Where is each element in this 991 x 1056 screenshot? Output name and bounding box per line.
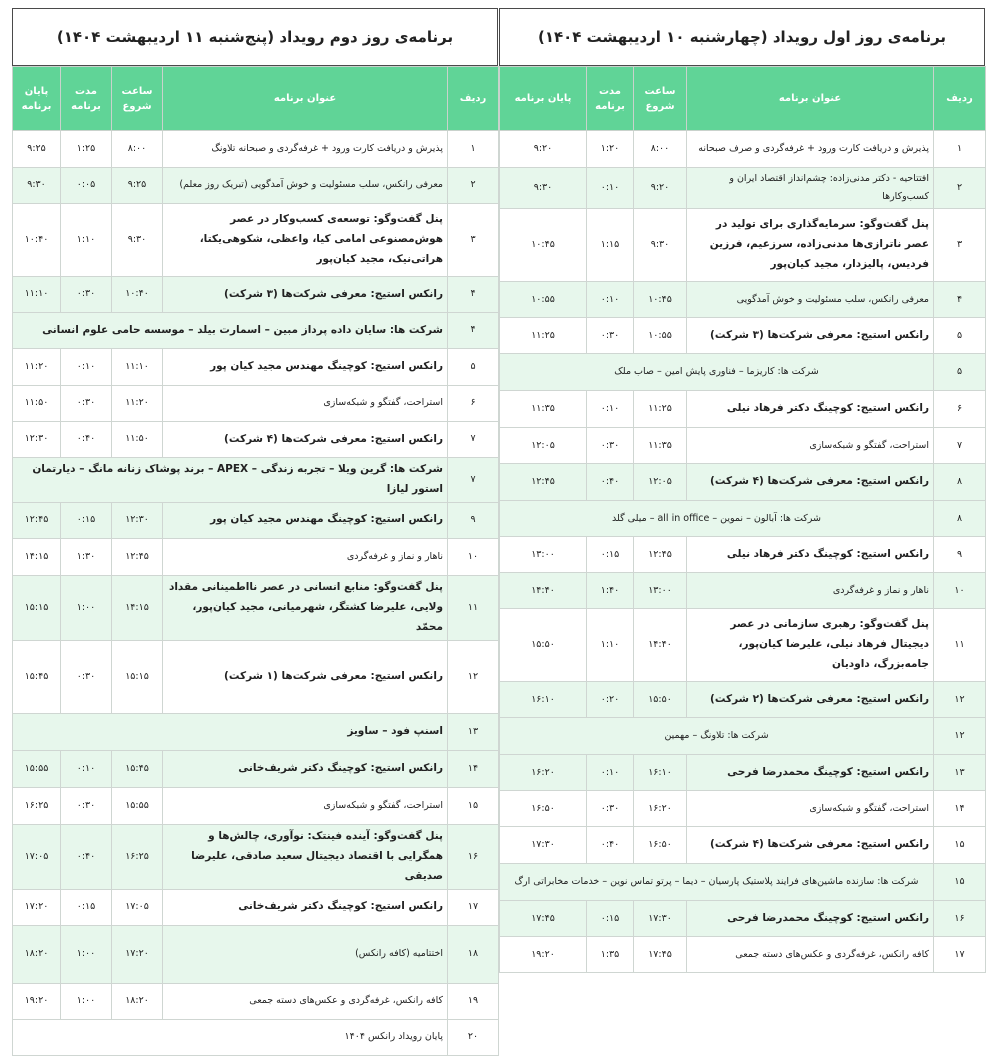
cell-title: رانکس استیج: معرفی شرکت‌ها (۳ شرکت) bbox=[163, 277, 448, 313]
cell-end-time: ۱۶:۱۰ bbox=[500, 682, 587, 718]
cell-end-time: ۱۴:۴۰ bbox=[500, 573, 587, 609]
cell-title: رانکس استیج: کوچینگ مهندس مجید کیان پور bbox=[163, 502, 448, 538]
cell-start-time: ۸:۰۰ bbox=[112, 131, 163, 168]
cell-start-time: ۱۱:۵۰ bbox=[112, 422, 163, 458]
cell-row-no: ۳ bbox=[448, 204, 499, 277]
col-header-end: پایان برنامه bbox=[500, 67, 587, 131]
cell-duration: ۰:۱۵ bbox=[61, 889, 112, 925]
cell-end-time: ۹:۳۰ bbox=[13, 168, 61, 204]
day2-table bbox=[12, 66, 499, 1056]
col-header-start: ساعت شروع bbox=[634, 67, 687, 131]
cell-end-time: ۱۸:۲۰ bbox=[13, 925, 61, 983]
cell-row-no: ۱۱ bbox=[934, 609, 986, 682]
cell-end-time: ۱۰:۵۵ bbox=[500, 282, 587, 318]
cell-start-time: ۱۶:۱۰ bbox=[634, 755, 687, 791]
cell-title: شرکت ها: آبالون – نموین – all in office – میلی گلد bbox=[500, 501, 934, 537]
cell-title: پذیرش و دریافت کارت ورود + غرفه‌گردی و صرف صبحانه bbox=[687, 131, 934, 168]
cell-row-no: ۹ bbox=[448, 502, 499, 538]
table-row bbox=[13, 889, 499, 925]
cell-end-time: ۱۶:۲۰ bbox=[500, 755, 587, 791]
cell-title: رانکس استیج: کوچینگ محمدرضا فرحی bbox=[687, 901, 934, 937]
cell-duration: ۰:۴۰ bbox=[61, 422, 112, 458]
table-row bbox=[500, 318, 986, 354]
day1-table bbox=[499, 66, 986, 973]
cell-title: پایان رویداد رانکس ۱۴۰۴ bbox=[13, 1019, 448, 1055]
cell-title: رانکس استیج: معرفی شرکت‌ها (۴ شرکت) bbox=[687, 827, 934, 864]
cell-duration: ۱:۲۰ bbox=[587, 131, 634, 168]
table-row bbox=[500, 131, 986, 168]
cell-end-time: ۱۲:۴۵ bbox=[13, 502, 61, 538]
table-row bbox=[500, 354, 986, 391]
table-row bbox=[500, 791, 986, 827]
cell-title: پنل گفت‌وگو: سرمایه‌گذاری برای تولید در عصر ناترازی‌ها مدنی‌زاده، سرزعیم، فرزین فردیس، پالیزدار، مجید کیان‌پور bbox=[687, 209, 934, 282]
cell-duration: ۰:۱۵ bbox=[587, 537, 634, 573]
table-row bbox=[13, 1019, 499, 1055]
cell-duration: ۰:۳۰ bbox=[61, 277, 112, 313]
cell-end-time: ۱۲:۰۵ bbox=[500, 428, 587, 464]
cell-start-time: ۱۵:۴۵ bbox=[112, 750, 163, 787]
cell-duration: ۰:۱۰ bbox=[587, 755, 634, 791]
cell-end-time: ۱۵:۴۵ bbox=[13, 640, 61, 713]
cell-end-time: ۱۶:۲۵ bbox=[13, 787, 61, 824]
cell-duration: ۰:۳۰ bbox=[587, 318, 634, 354]
cell-duration: ۱:۳۵ bbox=[587, 937, 634, 973]
cell-duration: ۱:۱۵ bbox=[587, 209, 634, 282]
cell-row-no: ۱۰ bbox=[934, 573, 986, 609]
cell-end-time: ۱۲:۴۵ bbox=[500, 464, 587, 501]
cell-row-no: ۱۲ bbox=[934, 718, 986, 755]
cell-start-time: ۱۶:۲۵ bbox=[112, 824, 163, 889]
cell-duration: ۰:۱۰ bbox=[587, 282, 634, 318]
cell-title: شرکت ها: تلاونگ – مهمین bbox=[500, 718, 934, 755]
cell-duration: ۰:۱۰ bbox=[587, 391, 634, 428]
cell-row-no: ۷ bbox=[448, 458, 499, 503]
cell-duration: ۰:۳۰ bbox=[587, 428, 634, 464]
cell-row-no: ۷ bbox=[934, 428, 986, 464]
cell-title: استراحت، گفتگو و شبکه‌سازی bbox=[163, 386, 448, 422]
cell-duration: ۰:۴۰ bbox=[61, 824, 112, 889]
cell-duration: ۱:۳۰ bbox=[61, 538, 112, 575]
cell-duration: ۰:۴۰ bbox=[587, 827, 634, 864]
cell-title: رانکس استیج: معرفی شرکت‌ها (۴ شرکت) bbox=[163, 422, 448, 458]
table-row bbox=[500, 901, 986, 937]
cell-start-time: ۱۲:۰۵ bbox=[634, 464, 687, 501]
cell-start-time: ۱۲:۴۵ bbox=[634, 537, 687, 573]
cell-duration: ۱:۰۰ bbox=[61, 983, 112, 1019]
cell-row-no: ۱۳ bbox=[934, 755, 986, 791]
cell-start-time: ۱۸:۲۰ bbox=[112, 983, 163, 1019]
cell-end-time: ۱۰:۴۰ bbox=[13, 204, 61, 277]
table-row bbox=[13, 386, 499, 422]
cell-start-time: ۱۳:۰۰ bbox=[634, 573, 687, 609]
cell-duration: ۰:۲۰ bbox=[587, 682, 634, 718]
table-row bbox=[13, 787, 499, 824]
cell-title: کافه رانکس، غرفه‌گردی و عکس‌های دسته جمعی bbox=[163, 983, 448, 1019]
col-header-duration: مدت برنامه bbox=[61, 67, 112, 131]
cell-start-time: ۱۶:۵۰ bbox=[634, 827, 687, 864]
day1-header-row bbox=[500, 67, 986, 131]
day2-schedule bbox=[12, 8, 498, 1042]
cell-start-time: ۸:۰۰ bbox=[634, 131, 687, 168]
cell-row-no: ۱۷ bbox=[448, 889, 499, 925]
cell-duration: ۱:۰۰ bbox=[61, 925, 112, 983]
cell-start-time: ۱۴:۱۵ bbox=[112, 575, 163, 640]
day1-schedule bbox=[499, 8, 985, 1020]
table-row bbox=[500, 209, 986, 282]
cell-title: رانکس استیج: کوچینگ دکتر شریف‌خانی bbox=[163, 750, 448, 787]
cell-end-time: ۱۴:۱۵ bbox=[13, 538, 61, 575]
cell-row-no: ۱ bbox=[448, 131, 499, 168]
cell-title: پنل گفت‌وگو: منابع انسانی در عصر نااطمینانی مقداد ولایی، علیرضا کشتگر، شهرمیانی، مجید کیان‌پور، محمّد bbox=[163, 575, 448, 640]
cell-start-time: ۱۲:۴۵ bbox=[112, 538, 163, 575]
cell-duration: ۰:۱۰ bbox=[61, 349, 112, 386]
cell-row-no: ۲۰ bbox=[448, 1019, 499, 1055]
cell-row-no: ۷ bbox=[448, 422, 499, 458]
cell-duration: ۱:۲۵ bbox=[61, 131, 112, 168]
cell-title: پذیرش و دریافت کارت ورود + غرفه‌گردی و صبحانه تلاونگ bbox=[163, 131, 448, 168]
cell-duration: ۱:۱۰ bbox=[61, 204, 112, 277]
cell-title: شرکت ها: سایان داده پرداز مبین – اسمارت بیلد – موسسه حامی علوم انسانی bbox=[13, 313, 448, 349]
table-row bbox=[13, 983, 499, 1019]
cell-row-no: ۲ bbox=[934, 168, 986, 209]
table-row bbox=[500, 682, 986, 718]
col-header-start: ساعت شروع bbox=[112, 67, 163, 131]
col-header-title: عنوان برنامه bbox=[687, 67, 934, 131]
cell-duration: ۰:۱۰ bbox=[587, 168, 634, 209]
cell-end-time: ۱۱:۲۰ bbox=[13, 349, 61, 386]
cell-row-no: ۳ bbox=[934, 209, 986, 282]
cell-row-no: ۱۳ bbox=[448, 713, 499, 750]
col-header-title: عنوان برنامه bbox=[163, 67, 448, 131]
cell-duration: ۰:۴۰ bbox=[587, 464, 634, 501]
cell-start-time: ۹:۲۰ bbox=[634, 168, 687, 209]
cell-title: ناهار و نماز و غرفه‌گردی bbox=[163, 538, 448, 575]
col-header-row-no: ردیف bbox=[934, 67, 986, 131]
cell-start-time: ۱۶:۲۰ bbox=[634, 791, 687, 827]
table-row bbox=[500, 282, 986, 318]
cell-end-time: ۱۷:۴۵ bbox=[500, 901, 587, 937]
cell-row-no: ۱۲ bbox=[934, 682, 986, 718]
cell-row-no: ۵ bbox=[448, 349, 499, 386]
table-row bbox=[13, 168, 499, 204]
table-row bbox=[13, 925, 499, 983]
cell-start-time: ۱۷:۳۰ bbox=[634, 901, 687, 937]
cell-duration: ۰:۱۰ bbox=[61, 750, 112, 787]
cell-title: رانکس استیج: کوچینگ مهندس مجید کیان پور bbox=[163, 349, 448, 386]
cell-start-time: ۱۰:۴۰ bbox=[112, 277, 163, 313]
cell-end-time: ۱۹:۲۰ bbox=[13, 983, 61, 1019]
table-row bbox=[500, 609, 986, 682]
cell-start-time: ۱۵:۵۵ bbox=[112, 787, 163, 824]
cell-start-time: ۱۰:۴۵ bbox=[634, 282, 687, 318]
cell-row-no: ۴ bbox=[934, 282, 986, 318]
cell-end-time: ۹:۳۰ bbox=[500, 168, 587, 209]
cell-end-time: ۱۱:۲۵ bbox=[500, 318, 587, 354]
cell-title: پنل گفت‌وگو: توسعه‌ی کسب‌وکار در عصر هوش‌مصنوعی امامی کیا، واعظی، شکوهی‌یکتا، هراتی‌نیک، مجید کیان‌پور bbox=[163, 204, 448, 277]
cell-start-time: ۱۱:۲۰ bbox=[112, 386, 163, 422]
cell-title: شرکت ها: گرین ویلا – تجربه زندگی – APEX – برند پوشاک زنانه مانگ – دیارتمان استور لیازا bbox=[13, 458, 448, 503]
cell-title: رانکس استیج: معرفی شرکت‌ها (۳ شرکت) bbox=[687, 318, 934, 354]
col-header-duration: مدت برنامه bbox=[587, 67, 634, 131]
cell-end-time: ۱۶:۵۰ bbox=[500, 791, 587, 827]
cell-row-no: ۴ bbox=[448, 313, 499, 349]
cell-title: پنل گفت‌وگو: آینده فینتک: نوآوری، چالش‌ها و همگرایی با اقتصاد دیجیتال سعید صادقی، علیرضا صدیقی bbox=[163, 824, 448, 889]
table-row bbox=[13, 538, 499, 575]
table-row bbox=[13, 313, 499, 349]
cell-row-no: ۵ bbox=[934, 354, 986, 391]
cell-row-no: ۴ bbox=[448, 277, 499, 313]
table-row bbox=[500, 464, 986, 501]
cell-duration: ۰:۳۰ bbox=[61, 787, 112, 824]
table-row bbox=[13, 713, 499, 750]
cell-row-no: ۱۲ bbox=[448, 640, 499, 713]
cell-title: استراحت، گفتگو و شبکه‌سازی bbox=[687, 791, 934, 827]
cell-start-time: ۱۱:۲۵ bbox=[634, 391, 687, 428]
day1-title: برنامه‌ی روز اول رویداد (چهارشنبه ۱۰ اردیبهشت ۱۴۰۴) bbox=[499, 8, 985, 66]
table-row bbox=[13, 640, 499, 713]
table-row bbox=[13, 575, 499, 640]
cell-title: رانکس استیج: معرفی شرکت‌ها (۱ شرکت) bbox=[163, 640, 448, 713]
cell-end-time: ۹:۲۵ bbox=[13, 131, 61, 168]
cell-title: معرفی رانکس، سلب مسئولیت و خوش آمدگویی (تبریک روز معلم) bbox=[163, 168, 448, 204]
cell-title: رانکس استیج: معرفی شرکت‌ها (۲ شرکت) bbox=[687, 682, 934, 718]
cell-start-time: ۱۰:۵۵ bbox=[634, 318, 687, 354]
cell-start-time: ۱۴:۴۰ bbox=[634, 609, 687, 682]
day2-header-row bbox=[13, 67, 499, 131]
cell-title: رانکس استیج: کوچینگ محمدرضا فرحی bbox=[687, 755, 934, 791]
cell-title: افتتاحیه - دکتر مدنی‌زاده: چشم‌انداز اقتصاد ایران و کسب‌وکارها bbox=[687, 168, 934, 209]
table-row bbox=[13, 502, 499, 538]
table-row bbox=[13, 750, 499, 787]
cell-row-no: ۹ bbox=[934, 537, 986, 573]
cell-row-no: ۱۹ bbox=[448, 983, 499, 1019]
cell-title: شرکت ها: کاریزما – فناوری پایش امین – صاب ملک bbox=[500, 354, 934, 391]
cell-duration: ۱:۰۰ bbox=[61, 575, 112, 640]
cell-row-no: ۱۴ bbox=[448, 750, 499, 787]
cell-row-no: ۱۷ bbox=[934, 937, 986, 973]
table-row bbox=[500, 428, 986, 464]
cell-title: معرفی رانکس، سلب مسئولیت و خوش آمدگویی bbox=[687, 282, 934, 318]
cell-title: رانکس استیج: کوچینگ دکتر شریف‌خانی bbox=[163, 889, 448, 925]
table-row bbox=[500, 537, 986, 573]
cell-end-time: ۱۹:۲۰ bbox=[500, 937, 587, 973]
cell-duration: ۰:۰۵ bbox=[61, 168, 112, 204]
cell-end-time: ۱۵:۵۰ bbox=[500, 609, 587, 682]
cell-row-no: ۸ bbox=[934, 464, 986, 501]
cell-title: رانکس استیج: کوچینگ دکتر فرهاد نیلی bbox=[687, 391, 934, 428]
cell-title: ناهار و نماز و غرفه‌گردی bbox=[687, 573, 934, 609]
cell-row-no: ۱۶ bbox=[934, 901, 986, 937]
cell-start-time: ۹:۳۰ bbox=[112, 204, 163, 277]
cell-start-time: ۹:۲۵ bbox=[112, 168, 163, 204]
cell-title: اسنپ فود – ساویز bbox=[13, 713, 448, 750]
table-row bbox=[13, 204, 499, 277]
cell-end-time: ۱۷:۲۰ bbox=[13, 889, 61, 925]
cell-start-time: ۱۱:۳۵ bbox=[634, 428, 687, 464]
cell-end-time: ۱۷:۳۰ bbox=[500, 827, 587, 864]
cell-row-no: ۸ bbox=[934, 501, 986, 537]
table-row bbox=[500, 864, 986, 901]
cell-duration: ۰:۳۰ bbox=[61, 386, 112, 422]
cell-row-no: ۱ bbox=[934, 131, 986, 168]
table-row bbox=[13, 277, 499, 313]
table-row bbox=[500, 501, 986, 537]
table-row bbox=[500, 755, 986, 791]
cell-end-time: ۱۱:۵۰ bbox=[13, 386, 61, 422]
cell-row-no: ۶ bbox=[448, 386, 499, 422]
cell-row-no: ۲ bbox=[448, 168, 499, 204]
table-row bbox=[13, 131, 499, 168]
table-row bbox=[500, 937, 986, 973]
cell-end-time: ۱۷:۰۵ bbox=[13, 824, 61, 889]
cell-duration: ۰:۳۰ bbox=[61, 640, 112, 713]
cell-row-no: ۱۸ bbox=[448, 925, 499, 983]
table-row bbox=[500, 573, 986, 609]
cell-end-time: ۱۱:۳۵ bbox=[500, 391, 587, 428]
cell-duration: ۰:۳۰ bbox=[587, 791, 634, 827]
cell-start-time: ۱۵:۵۰ bbox=[634, 682, 687, 718]
cell-start-time: ۱۱:۱۰ bbox=[112, 349, 163, 386]
cell-row-no: ۱۵ bbox=[448, 787, 499, 824]
cell-title: کافه رانکس، غرفه‌گردی و عکس‌های دسته جمعی bbox=[687, 937, 934, 973]
cell-row-no: ۱۴ bbox=[934, 791, 986, 827]
cell-start-time: ۱۷:۴۵ bbox=[634, 937, 687, 973]
col-header-row-no: ردیف bbox=[448, 67, 499, 131]
cell-row-no: ۱۶ bbox=[448, 824, 499, 889]
cell-start-time: ۱۵:۱۵ bbox=[112, 640, 163, 713]
table-row bbox=[13, 824, 499, 889]
cell-row-no: ۱۱ bbox=[448, 575, 499, 640]
table-row bbox=[13, 349, 499, 386]
cell-start-time: ۱۷:۰۵ bbox=[112, 889, 163, 925]
cell-title: شرکت ها: سازنده ماشین‌های فرایند پلاستیک پارسیان – دیما – پرتو تماس نوین – خدمات مخابراتی ارگ bbox=[500, 864, 934, 901]
cell-end-time: ۱۲:۳۰ bbox=[13, 422, 61, 458]
cell-title: اختتامیه (کافه رانکس) bbox=[163, 925, 448, 983]
cell-title: استراحت، گفتگو و شبکه‌سازی bbox=[687, 428, 934, 464]
cell-title: رانکس استیج: کوچینگ دکتر فرهاد نیلی bbox=[687, 537, 934, 573]
cell-start-time: ۱۷:۲۰ bbox=[112, 925, 163, 983]
cell-row-no: ۶ bbox=[934, 391, 986, 428]
cell-start-time: ۱۲:۳۰ bbox=[112, 502, 163, 538]
cell-duration: ۰:۱۵ bbox=[61, 502, 112, 538]
table-row bbox=[500, 827, 986, 864]
cell-end-time: ۱۱:۱۰ bbox=[13, 277, 61, 313]
cell-duration: ۱:۱۰ bbox=[587, 609, 634, 682]
cell-end-time: ۱۳:۰۰ bbox=[500, 537, 587, 573]
cell-title: رانکس استیج: معرفی شرکت‌ها (۴ شرکت) bbox=[687, 464, 934, 501]
cell-duration: ۰:۱۵ bbox=[587, 901, 634, 937]
cell-row-no: ۱۵ bbox=[934, 827, 986, 864]
cell-end-time: ۱۵:۵۵ bbox=[13, 750, 61, 787]
cell-row-no: ۱۰ bbox=[448, 538, 499, 575]
cell-end-time: ۹:۲۰ bbox=[500, 131, 587, 168]
cell-start-time: ۹:۳۰ bbox=[634, 209, 687, 282]
cell-end-time: ۱۵:۱۵ bbox=[13, 575, 61, 640]
table-row bbox=[13, 422, 499, 458]
cell-row-no: ۱۵ bbox=[934, 864, 986, 901]
table-row bbox=[500, 718, 986, 755]
day2-title: برنامه‌ی روز دوم رویداد (پنج‌شنبه ۱۱ اردیبهشت ۱۴۰۴) bbox=[12, 8, 498, 66]
col-header-end: پایان برنامه bbox=[13, 67, 61, 131]
cell-duration: ۱:۴۰ bbox=[587, 573, 634, 609]
cell-end-time: ۱۰:۴۵ bbox=[500, 209, 587, 282]
cell-title: پنل گفت‌وگو: رهبری سازمانی در عصر دیجیتال فرهاد نیلی، علیرضا کیان‌پور، جامه‌بزرگ، داودیان bbox=[687, 609, 934, 682]
cell-title: استراحت، گفتگو و شبکه‌سازی bbox=[163, 787, 448, 824]
cell-row-no: ۵ bbox=[934, 318, 986, 354]
table-row bbox=[500, 391, 986, 428]
table-row bbox=[13, 458, 499, 503]
table-row bbox=[500, 168, 986, 209]
